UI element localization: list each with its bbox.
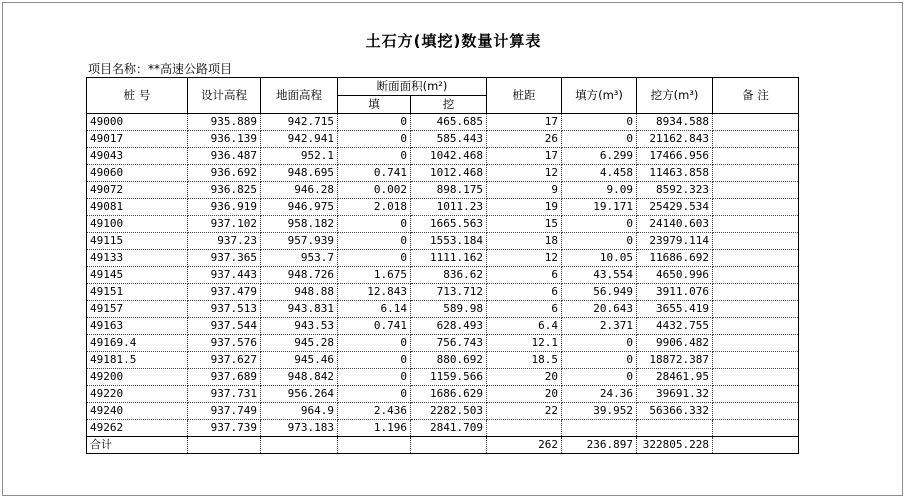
cell-cut-area[interactable]: 465.685 xyxy=(411,114,487,131)
total-row xyxy=(87,437,799,454)
cell-ground-elevation[interactable]: 946.975 xyxy=(261,199,338,216)
cell-fill-area[interactable]: 2.436 xyxy=(338,403,411,420)
cell-distance[interactable]: 17 xyxy=(487,148,562,165)
cell-fill-volume[interactable]: 19.171 xyxy=(562,199,637,216)
cell-cut-volume[interactable]: 28461.95 xyxy=(637,369,713,386)
cell-ground-elevation[interactable]: 948.88 xyxy=(261,284,338,301)
cell-distance[interactable]: 18.5 xyxy=(487,352,562,369)
cell-station[interactable]: 49240 xyxy=(87,403,188,420)
cell-cut-area[interactable]: 1011.23 xyxy=(411,199,487,216)
cell-distance[interactable]: 12.1 xyxy=(487,335,562,352)
cell-distance[interactable]: 15 xyxy=(487,216,562,233)
header-fill-area[interactable]: 填 xyxy=(338,96,411,114)
cell-fill-volume[interactable]: 24.36 xyxy=(562,386,637,403)
cell-design-elevation[interactable]: 936.139 xyxy=(188,131,261,148)
cell-remarks[interactable] xyxy=(713,335,799,352)
cell-fill-area[interactable]: 0 xyxy=(338,386,411,403)
cell-station[interactable]: 49060 xyxy=(87,165,188,182)
cell-cut-volume[interactable]: 3655.419 xyxy=(637,301,713,318)
cell-distance[interactable] xyxy=(487,420,562,437)
cell-cut-area[interactable]: 756.743 xyxy=(411,335,487,352)
cell-distance[interactable]: 12 xyxy=(487,250,562,267)
cell-remarks[interactable] xyxy=(713,148,799,165)
cell-distance[interactable]: 12 xyxy=(487,165,562,182)
table-row xyxy=(87,352,799,369)
cell-ground-elevation[interactable]: 945.28 xyxy=(261,335,338,352)
cell-fill-volume[interactable]: 0 xyxy=(562,131,637,148)
cell-fill-volume[interactable]: 43.554 xyxy=(562,267,637,284)
cell-cut-area[interactable]: 880.692 xyxy=(411,352,487,369)
header-ground-elevation[interactable]: 地面高程 xyxy=(261,78,338,114)
cell-cut-volume[interactable]: 56366.332 xyxy=(637,403,713,420)
cell-station[interactable]: 49220 xyxy=(87,386,188,403)
cell-fill-area[interactable]: 0 xyxy=(338,335,411,352)
cell-cut-volume[interactable]: 3911.076 xyxy=(637,284,713,301)
header-design-elevation[interactable]: 设计高程 xyxy=(188,78,261,114)
cell-ground-elevation[interactable]: 948.726 xyxy=(261,267,338,284)
cell-design-elevation[interactable]: 937.627 xyxy=(188,352,261,369)
header-remarks[interactable]: 备 注 xyxy=(713,78,799,114)
cell-distance[interactable]: 17 xyxy=(487,114,562,131)
cell-remarks[interactable] xyxy=(713,403,799,420)
cell-ground-elevation[interactable]: 946.28 xyxy=(261,182,338,199)
cell-ground-elevation[interactable]: 952.1 xyxy=(261,148,338,165)
total-fill-area[interactable] xyxy=(338,437,411,454)
cell-remarks[interactable] xyxy=(713,114,799,131)
cell-remarks[interactable] xyxy=(713,301,799,318)
table-row xyxy=(87,199,799,216)
cell-fill-volume[interactable]: 0 xyxy=(562,216,637,233)
cell-design-elevation[interactable]: 936.692 xyxy=(188,165,261,182)
cell-ground-elevation[interactable]: 943.53 xyxy=(261,318,338,335)
cell-cut-area[interactable]: 1665.563 xyxy=(411,216,487,233)
cell-design-elevation[interactable]: 937.365 xyxy=(188,250,261,267)
cell-station[interactable]: 49262 xyxy=(87,420,188,437)
cell-cut-area[interactable]: 1111.162 xyxy=(411,250,487,267)
cell-remarks[interactable] xyxy=(713,250,799,267)
cell-fill-area[interactable]: 1.196 xyxy=(338,420,411,437)
cell-cut-area[interactable]: 898.175 xyxy=(411,182,487,199)
cell-remarks[interactable] xyxy=(713,369,799,386)
cell-fill-volume[interactable]: 39.952 xyxy=(562,403,637,420)
cell-remarks[interactable] xyxy=(713,216,799,233)
cell-cut-area[interactable]: 836.62 xyxy=(411,267,487,284)
cell-fill-volume[interactable] xyxy=(562,420,637,437)
cell-fill-volume[interactable]: 0 xyxy=(562,369,637,386)
cell-remarks[interactable] xyxy=(713,284,799,301)
cell-station[interactable]: 49157 xyxy=(87,301,188,318)
cell-distance[interactable]: 26 xyxy=(487,131,562,148)
cell-cut-volume[interactable]: 4432.755 xyxy=(637,318,713,335)
cell-fill-area[interactable]: 0.741 xyxy=(338,165,411,182)
cell-fill-area[interactable]: 0 xyxy=(338,352,411,369)
header-section-area[interactable]: 断面面积(m²) xyxy=(338,78,487,96)
cell-cut-volume[interactable]: 17466.956 xyxy=(637,148,713,165)
cell-cut-area[interactable]: 1159.566 xyxy=(411,369,487,386)
cell-remarks[interactable] xyxy=(713,386,799,403)
total-cut-volume[interactable]: 322805.228 xyxy=(637,437,713,454)
cell-fill-volume[interactable]: 4.458 xyxy=(562,165,637,182)
cell-design-elevation[interactable]: 935.889 xyxy=(188,114,261,131)
cell-cut-area[interactable]: 1686.629 xyxy=(411,386,487,403)
cell-design-elevation[interactable]: 936.487 xyxy=(188,148,261,165)
cell-cut-area[interactable]: 1042.468 xyxy=(411,148,487,165)
cell-cut-volume[interactable]: 18872.387 xyxy=(637,352,713,369)
cell-design-elevation[interactable]: 936.919 xyxy=(188,199,261,216)
cell-station[interactable]: 49169.4 xyxy=(87,335,188,352)
cell-design-elevation[interactable]: 937.576 xyxy=(188,335,261,352)
table-row xyxy=(87,131,799,148)
cell-design-elevation[interactable]: 937.23 xyxy=(188,233,261,250)
cell-fill-area[interactable]: 0 xyxy=(338,233,411,250)
cell-remarks[interactable] xyxy=(713,165,799,182)
cell-design-elevation[interactable]: 937.689 xyxy=(188,369,261,386)
header-cut-volume[interactable]: 挖方(m³) xyxy=(637,78,713,114)
cell-fill-volume[interactable]: 0 xyxy=(562,352,637,369)
cell-distance[interactable]: 9 xyxy=(487,182,562,199)
table-row xyxy=(87,420,799,437)
cell-cut-area[interactable]: 713.712 xyxy=(411,284,487,301)
cell-fill-volume[interactable]: 2.371 xyxy=(562,318,637,335)
total-design-elevation[interactable] xyxy=(188,437,261,454)
cell-distance[interactable]: 6.4 xyxy=(487,318,562,335)
cell-cut-volume[interactable]: 8592.323 xyxy=(637,182,713,199)
table-row xyxy=(87,114,799,131)
cell-distance[interactable]: 6 xyxy=(487,267,562,284)
header-station[interactable]: 桩 号 xyxy=(87,78,188,114)
cell-remarks[interactable] xyxy=(713,420,799,437)
total-cut-area[interactable] xyxy=(411,437,487,454)
cell-cut-volume[interactable]: 23979.114 xyxy=(637,233,713,250)
earthwork-table xyxy=(86,77,799,454)
cell-cut-volume[interactable]: 8934.588 xyxy=(637,114,713,131)
cell-fill-volume[interactable]: 20.643 xyxy=(562,301,637,318)
cell-fill-area[interactable]: 0.741 xyxy=(338,318,411,335)
table-row xyxy=(87,301,799,318)
cell-station[interactable]: 49200 xyxy=(87,369,188,386)
cell-station[interactable]: 49145 xyxy=(87,267,188,284)
cell-fill-area[interactable]: 0 xyxy=(338,114,411,131)
cell-design-elevation[interactable]: 937.731 xyxy=(188,386,261,403)
cell-distance[interactable]: 18 xyxy=(487,233,562,250)
cell-cut-area[interactable]: 2282.503 xyxy=(411,403,487,420)
total-distance[interactable]: 262 xyxy=(487,437,562,454)
cell-distance[interactable]: 20 xyxy=(487,369,562,386)
cell-cut-volume[interactable]: 25429.534 xyxy=(637,199,713,216)
cell-ground-elevation[interactable]: 957.939 xyxy=(261,233,338,250)
cell-fill-area[interactable]: 6.14 xyxy=(338,301,411,318)
cell-cut-volume[interactable]: 11686.692 xyxy=(637,250,713,267)
cell-cut-volume[interactable]: 24140.603 xyxy=(637,216,713,233)
table-row xyxy=(87,233,799,250)
cell-design-elevation[interactable]: 937.739 xyxy=(188,420,261,437)
table-row xyxy=(87,284,799,301)
cell-distance[interactable]: 6 xyxy=(487,301,562,318)
cell-design-elevation[interactable]: 937.544 xyxy=(188,318,261,335)
cell-ground-elevation[interactable]: 945.46 xyxy=(261,352,338,369)
header-fill-volume[interactable]: 填方(m³) xyxy=(562,78,637,114)
cell-station[interactable]: 49081 xyxy=(87,199,188,216)
cell-cut-volume[interactable]: 9906.482 xyxy=(637,335,713,352)
cell-ground-elevation[interactable]: 958.182 xyxy=(261,216,338,233)
cell-distance[interactable]: 20 xyxy=(487,386,562,403)
cell-fill-volume[interactable]: 0 xyxy=(562,233,637,250)
cell-remarks[interactable] xyxy=(713,199,799,216)
table-row xyxy=(87,386,799,403)
table-row xyxy=(87,318,799,335)
table-row xyxy=(87,335,799,352)
cell-design-elevation[interactable]: 937.479 xyxy=(188,284,261,301)
cell-remarks[interactable] xyxy=(713,267,799,284)
cell-design-elevation[interactable]: 937.513 xyxy=(188,301,261,318)
cell-station[interactable]: 49000 xyxy=(87,114,188,131)
table-row xyxy=(87,165,799,182)
sheet-title: 土石方(填挖)数量计算表 xyxy=(365,32,542,50)
cell-ground-elevation[interactable]: 948.695 xyxy=(261,165,338,182)
cell-cut-volume[interactable] xyxy=(637,420,713,437)
cell-cut-area[interactable]: 2841.709 xyxy=(411,420,487,437)
table-row xyxy=(87,250,799,267)
cell-fill-volume[interactable]: 10.05 xyxy=(562,250,637,267)
cell-fill-volume[interactable]: 9.09 xyxy=(562,182,637,199)
cell-fill-area[interactable]: 0 xyxy=(338,148,411,165)
cell-fill-area[interactable]: 0 xyxy=(338,131,411,148)
cell-remarks[interactable] xyxy=(713,233,799,250)
table-row xyxy=(87,182,799,199)
cell-fill-area[interactable]: 2.018 xyxy=(338,199,411,216)
cell-ground-elevation[interactable]: 942.941 xyxy=(261,131,338,148)
table-row xyxy=(87,403,799,420)
cell-cut-area[interactable]: 628.493 xyxy=(411,318,487,335)
cell-design-elevation[interactable]: 937.443 xyxy=(188,267,261,284)
cell-ground-elevation[interactable]: 956.264 xyxy=(261,386,338,403)
cell-distance[interactable]: 19 xyxy=(487,199,562,216)
cell-distance[interactable]: 22 xyxy=(487,403,562,420)
cell-ground-elevation[interactable]: 948.842 xyxy=(261,369,338,386)
total-label[interactable]: 合计 xyxy=(87,437,188,454)
cell-ground-elevation[interactable]: 964.9 xyxy=(261,403,338,420)
cell-fill-volume[interactable]: 0 xyxy=(562,335,637,352)
cell-station[interactable]: 49181.5 xyxy=(87,352,188,369)
table-row xyxy=(87,369,799,386)
cell-fill-area[interactable]: 0 xyxy=(338,216,411,233)
cell-cut-volume[interactable]: 11463.858 xyxy=(637,165,713,182)
cell-station[interactable]: 49043 xyxy=(87,148,188,165)
cell-fill-area[interactable]: 0.002 xyxy=(338,182,411,199)
cell-cut-area[interactable]: 1553.184 xyxy=(411,233,487,250)
cell-station[interactable]: 49072 xyxy=(87,182,188,199)
header-cut-area[interactable]: 挖 xyxy=(411,96,487,114)
total-ground-elevation[interactable] xyxy=(261,437,338,454)
cell-fill-volume[interactable]: 6.299 xyxy=(562,148,637,165)
cell-cut-area[interactable]: 589.98 xyxy=(411,301,487,318)
cell-ground-elevation[interactable]: 953.7 xyxy=(261,250,338,267)
cell-remarks[interactable] xyxy=(713,182,799,199)
cell-design-elevation[interactable]: 937.749 xyxy=(188,403,261,420)
cell-remarks[interactable] xyxy=(713,131,799,148)
cell-cut-volume[interactable]: 4650.996 xyxy=(637,267,713,284)
header-distance[interactable]: 桩距 xyxy=(487,78,562,114)
cell-fill-area[interactable]: 1.675 xyxy=(338,267,411,284)
cell-fill-volume[interactable]: 56.949 xyxy=(562,284,637,301)
cell-cut-area[interactable]: 585.443 xyxy=(411,131,487,148)
table-row xyxy=(87,148,799,165)
total-remarks[interactable] xyxy=(713,437,799,454)
table-body xyxy=(87,114,799,454)
cell-fill-volume[interactable]: 0 xyxy=(562,114,637,131)
project-name-label: 项目名称：**高速公路项目 xyxy=(88,62,233,76)
cell-cut-volume[interactable]: 39691.32 xyxy=(637,386,713,403)
table-row xyxy=(87,216,799,233)
table-row xyxy=(87,267,799,284)
cell-station[interactable]: 49100 xyxy=(87,216,188,233)
total-fill-volume[interactable]: 236.897 xyxy=(562,437,637,454)
cell-station[interactable]: 49151 xyxy=(87,284,188,301)
cell-design-elevation[interactable]: 937.102 xyxy=(188,216,261,233)
cell-ground-elevation[interactable]: 943.831 xyxy=(261,301,338,318)
cell-station[interactable]: 49017 xyxy=(87,131,188,148)
cell-cut-volume[interactable]: 21162.843 xyxy=(637,131,713,148)
cell-fill-area[interactable]: 0 xyxy=(338,369,411,386)
cell-design-elevation[interactable]: 936.825 xyxy=(188,182,261,199)
cell-ground-elevation[interactable]: 973.183 xyxy=(261,420,338,437)
cell-ground-elevation[interactable]: 942.715 xyxy=(261,114,338,131)
cell-cut-area[interactable]: 1012.468 xyxy=(411,165,487,182)
cell-distance[interactable]: 6 xyxy=(487,284,562,301)
cell-fill-area[interactable]: 0 xyxy=(338,250,411,267)
cell-station[interactable]: 49133 xyxy=(87,250,188,267)
cell-fill-area[interactable]: 12.843 xyxy=(338,284,411,301)
cell-station[interactable]: 49115 xyxy=(87,233,188,250)
cell-remarks[interactable] xyxy=(713,318,799,335)
cell-station[interactable]: 49163 xyxy=(87,318,188,335)
cell-remarks[interactable] xyxy=(713,352,799,369)
